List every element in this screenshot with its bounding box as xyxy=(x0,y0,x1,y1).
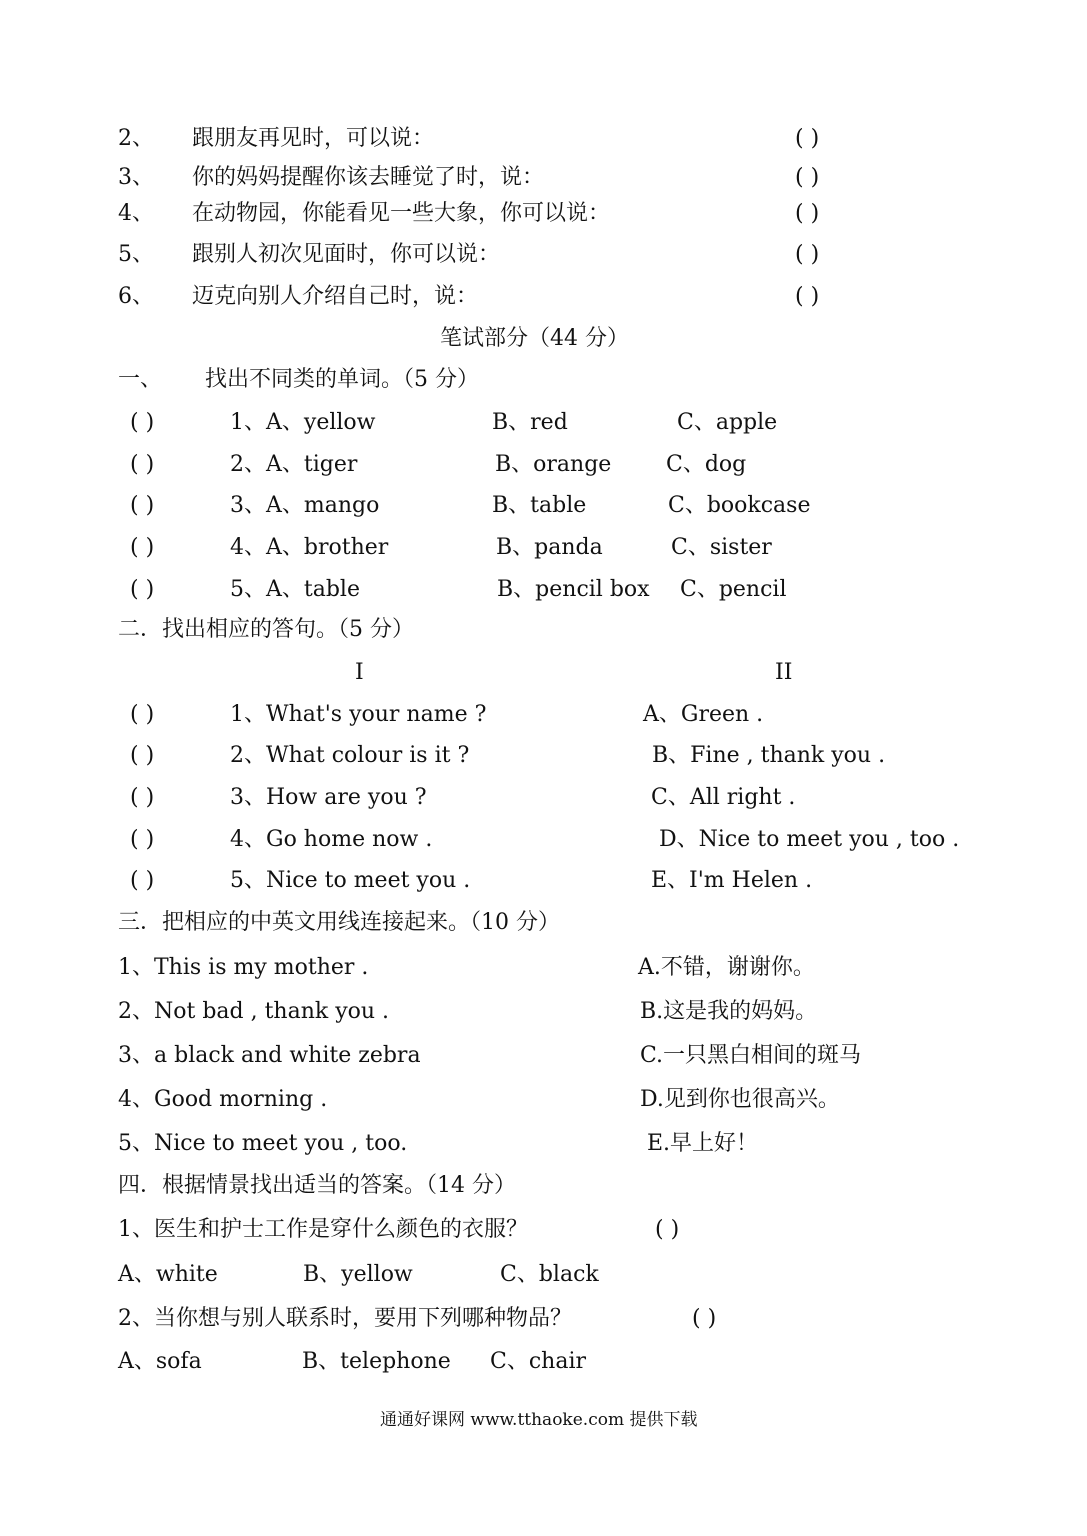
english-phrase: 5、Nice to meet you , too. xyxy=(118,1131,408,1156)
answer-paren: ( ) xyxy=(130,410,155,435)
answer-paren: ( ) xyxy=(130,702,155,727)
item-number: 2、 xyxy=(118,126,154,151)
question-text: 1、What's your name ? xyxy=(230,702,487,727)
option-b: B、table xyxy=(492,493,587,518)
answer-paren: ( ) xyxy=(130,452,155,477)
column-header-i: I xyxy=(355,660,364,685)
option-a: A、white xyxy=(118,1262,218,1287)
answer-paren: ( ) xyxy=(130,743,155,768)
option-b: B、pencil box xyxy=(497,577,650,602)
item-text: 你的妈妈提醒你该去睡觉了时，说： xyxy=(192,165,545,190)
item-number: 4、 xyxy=(118,201,154,226)
chinese-phrase: E.早上好！ xyxy=(647,1131,759,1156)
answer-paren: ( ) xyxy=(130,577,155,602)
answer-blank: ( ) xyxy=(795,201,820,226)
section-number: 一、 xyxy=(118,367,163,392)
column-header-ii: II xyxy=(775,660,793,685)
item-number: 6、 xyxy=(118,284,154,309)
item-number: 5、 xyxy=(118,242,154,267)
answer-blank: ( ) xyxy=(692,1306,717,1331)
question-text: 2、当你想与别人联系时，要用下列哪种物品？ xyxy=(118,1306,572,1331)
chinese-phrase: B.这是我的妈妈。 xyxy=(640,999,818,1024)
answer-option: A、Green . xyxy=(643,702,764,727)
option-c: C、apple xyxy=(677,410,778,435)
option-a: A、sofa xyxy=(118,1349,202,1374)
english-phrase: 4、Good morning . xyxy=(118,1087,328,1112)
option-b: B、panda xyxy=(496,535,603,560)
item-number: 3、 xyxy=(118,165,154,190)
option-c: C、chair xyxy=(490,1349,586,1374)
answer-blank: ( ) xyxy=(795,242,820,267)
option-c: C、black xyxy=(500,1262,599,1287)
section-title: 二．找出相应的答句。（5 分） xyxy=(118,617,414,642)
question-text: 3、How are you ? xyxy=(230,785,427,810)
option-b: B、telephone xyxy=(302,1349,451,1374)
option-b: B、orange xyxy=(495,452,612,477)
answer-option: C、All right . xyxy=(651,785,796,810)
question-text: 5、Nice to meet you . xyxy=(230,868,471,893)
section-title: 三．把相应的中英文用线连接起来。（10 分） xyxy=(118,910,560,935)
question-text: 1、医生和护士工作是穿什么颜色的衣服？ xyxy=(118,1217,528,1242)
option-a: 2、A、tiger xyxy=(230,452,358,477)
option-a: 3、A、mango xyxy=(230,493,380,518)
written-part-title: 笔试部分（44 分） xyxy=(440,326,629,351)
chinese-phrase: D.见到你也很高兴。 xyxy=(640,1087,840,1112)
option-c: C、bookcase xyxy=(668,493,811,518)
question-text: 2、What colour is it ? xyxy=(230,743,470,768)
english-phrase: 3、a black and white zebra xyxy=(118,1043,421,1068)
english-phrase: 1、This is my mother . xyxy=(118,955,369,980)
answer-blank: ( ) xyxy=(655,1217,680,1242)
item-text: 迈克向别人介绍自己时，说： xyxy=(192,284,479,309)
page-footer: 通通好课网 www.tthaoke.com 提供下载 xyxy=(380,1410,698,1430)
item-text: 在动物园，你能看见一些大象，你可以说： xyxy=(192,201,611,226)
chinese-phrase: A.不错，谢谢你。 xyxy=(638,955,815,980)
answer-option: E、I'm Helen . xyxy=(651,868,813,893)
answer-blank: ( ) xyxy=(795,165,820,190)
option-c: C、pencil xyxy=(680,577,787,602)
option-a: 1、A、yellow xyxy=(230,410,376,435)
option-c: C、dog xyxy=(666,452,747,477)
answer-paren: ( ) xyxy=(130,868,155,893)
section-title: 找出不同类的单词。（5 分） xyxy=(205,367,479,392)
english-phrase: 2、Not bad , thank you . xyxy=(118,999,390,1024)
option-a: 4、A、brother xyxy=(230,535,389,560)
option-b: B、yellow xyxy=(303,1262,413,1287)
chinese-phrase: C.一只黑白相间的斑马 xyxy=(640,1043,862,1068)
answer-paren: ( ) xyxy=(130,827,155,852)
section-title: 四．根据情景找出适当的答案。（14 分） xyxy=(118,1173,516,1198)
question-text: 4、Go home now . xyxy=(230,827,433,852)
answer-paren: ( ) xyxy=(130,535,155,560)
answer-option: B、Fine , thank you . xyxy=(652,743,886,768)
answer-blank: ( ) xyxy=(795,284,820,309)
item-text: 跟别人初次见面时，你可以说： xyxy=(192,242,501,267)
item-text: 跟朋友再见时，可以说： xyxy=(192,126,435,151)
answer-option: D、Nice to meet you , too . xyxy=(659,827,960,852)
option-b: B、red xyxy=(492,410,568,435)
option-c: C、sister xyxy=(671,535,772,560)
answer-paren: ( ) xyxy=(130,493,155,518)
option-a: 5、A、table xyxy=(230,577,360,602)
answer-blank: ( ) xyxy=(795,126,820,151)
answer-paren: ( ) xyxy=(130,785,155,810)
